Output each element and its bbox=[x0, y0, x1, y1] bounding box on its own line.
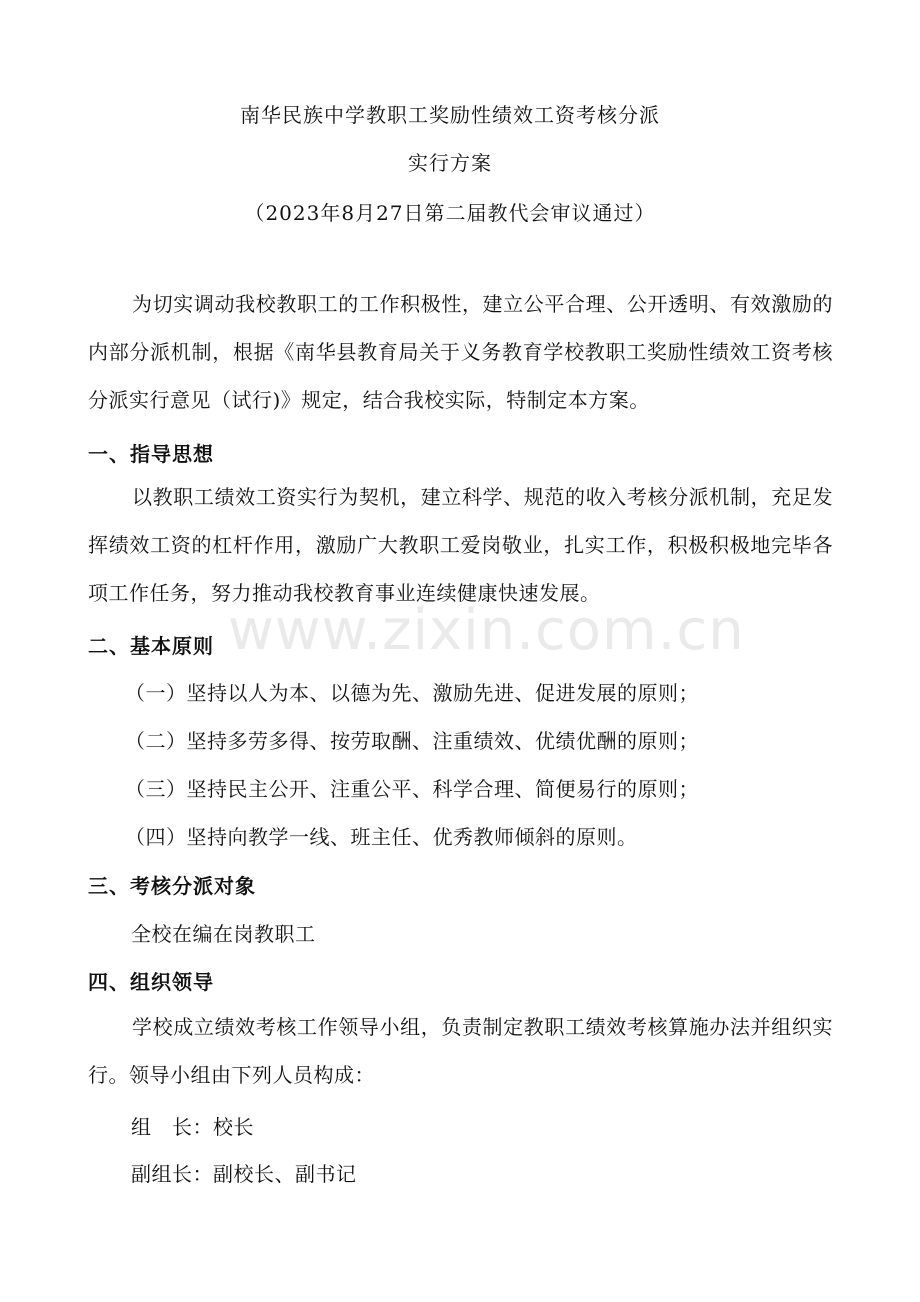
deputy-leader-line: 副组长：副校长、副书记 bbox=[131, 1162, 357, 1186]
section-heading-basic-principles: 二、基本原则 bbox=[88, 634, 214, 658]
guiding-thought-paragraph: 以教职工绩效工资实行为契机，建立科学、规范的收入考核分派机制，充足发挥绩效工资的杠杆作用，激励广大教职工爱岗敬业，扎实工作，积极积极地完毕各项工作任务，努力推动我校教育事业连续健康快速发展。 bbox=[88, 485, 833, 605]
section-heading-organization: 四、组织领导 bbox=[88, 970, 214, 994]
section-heading-assessment-targets: 三、考核分派对象 bbox=[88, 874, 256, 898]
principle-item: （一）坚持以人为本、以德为先、激励先进、促进发展的原则； bbox=[125, 681, 699, 705]
section-heading-guiding-thought: 一、指导思想 bbox=[88, 442, 214, 466]
intro-paragraph: 为切实调动我校教职工的工作积极性，建立公平合理、公开透明、有效激励的内部分派机制，根据《南华县教育局关于义务教育学校教职工奖励性绩效工资考核分派实行意见（试行)》规定，结合我校实际，特制定本方案。 bbox=[88, 292, 833, 412]
assessment-targets-text: 全校在编在岗教职工 bbox=[131, 922, 316, 946]
principle-item: （三）坚持民主公开、注重公平、科学合理、简便易行的原则； bbox=[125, 777, 699, 801]
principle-item: （四）坚持向教学一线、班主任、优秀教师倾斜的原则。 bbox=[125, 825, 638, 849]
document-title-continued: 实行方案 bbox=[408, 151, 492, 175]
organization-paragraph: 学校成立绩效考核工作领导小组，负责制定教职工绩效考核算施办法并组织实行。领导小组由下列人员构成： bbox=[88, 1015, 833, 1087]
principle-item: （二）坚持多劳多得、按劳取酬、注重绩效、优绩优酬的原则； bbox=[125, 729, 699, 753]
group-leader-line: 组 长：校长 bbox=[131, 1115, 254, 1139]
watermark: www.zixin.com.cn bbox=[228, 598, 745, 663]
document-title: 南华民族中学教职工奖励性绩效工资考核分派 bbox=[240, 103, 660, 127]
document-approval-note: （2023年8月27日第二届教代会审议通过） bbox=[244, 201, 656, 225]
